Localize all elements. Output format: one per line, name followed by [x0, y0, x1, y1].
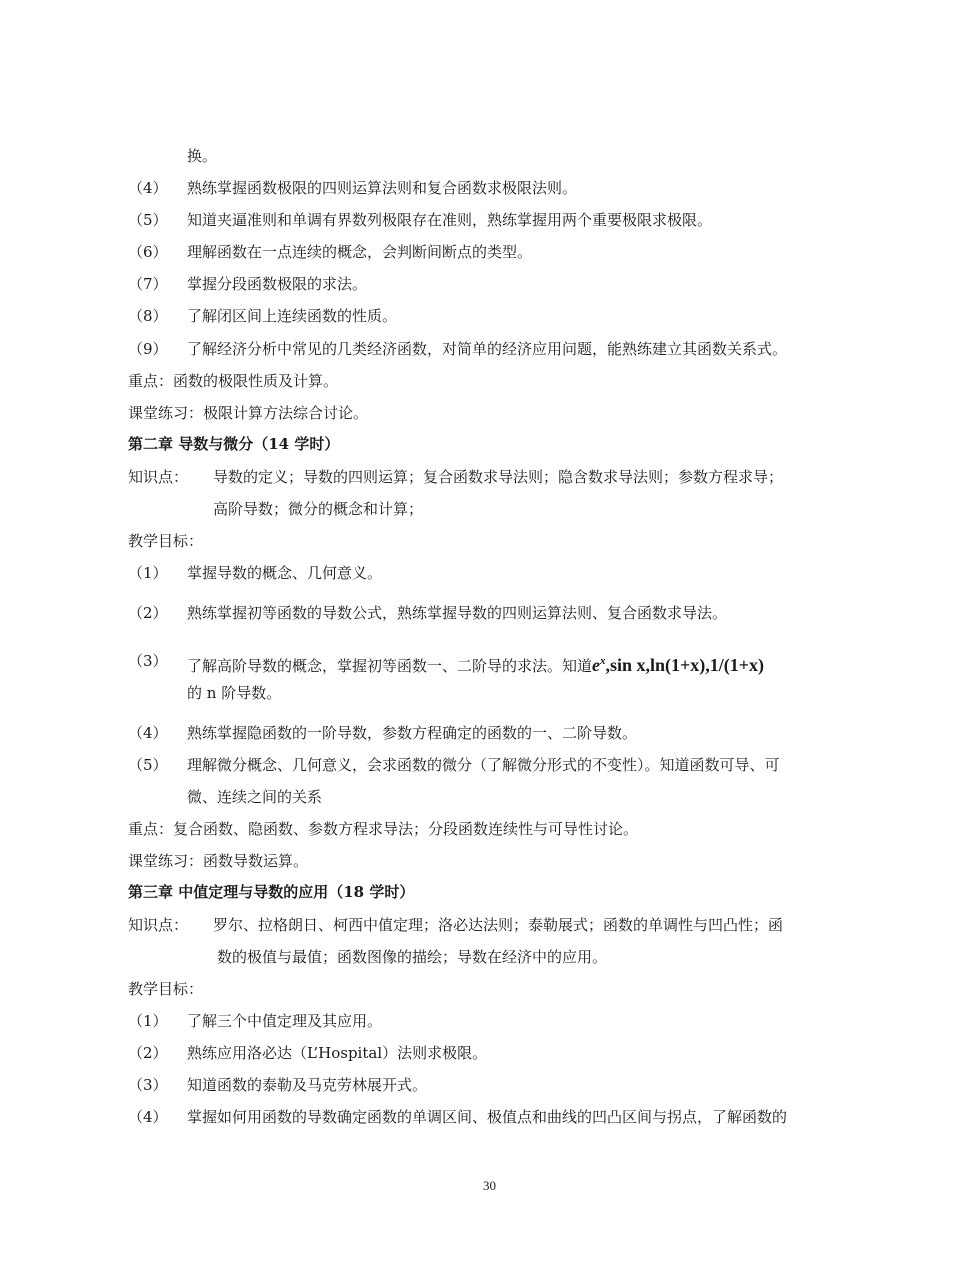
key-points: 重点：函数的极限性质及计算。	[128, 372, 339, 390]
key-points: 重点：复合函数、隐函数、参数方程求导法；分段函数连续性与可导性讨论。	[128, 820, 639, 838]
class-exercise: 课堂练习：极限计算方法综合讨论。	[128, 404, 369, 422]
knowledge-text: 高阶导数；微分的概念和计算；	[213, 500, 424, 518]
item-text: 熟练掌握初等函数的导数公式，熟练掌握导数的四则运算法则、复合函数求导法。	[187, 604, 728, 622]
item-text: 理解函数在一点连续的概念，会判断间断点的类型。	[187, 243, 533, 261]
item-number: （3）	[128, 652, 168, 670]
math-formula-rest: ,sin x,ln(1+x),1/(1+x)	[605, 655, 765, 675]
chapter-heading: 第二章 导数与微分（14 学时）	[128, 435, 340, 453]
knowledge-label: 知识点：	[128, 916, 189, 934]
item-number: （5）	[128, 756, 168, 774]
item-text: 了解三个中值定理及其应用。	[187, 1012, 383, 1030]
item-text: 掌握导数的概念、几何意义。	[187, 564, 383, 582]
item-number: （1）	[128, 1012, 168, 1030]
item-number: （4）	[128, 724, 168, 742]
item-number: （3）	[128, 1076, 168, 1094]
item-text: 微、连续之间的关系	[187, 788, 323, 806]
knowledge-label: 知识点：	[128, 468, 189, 486]
item-text: 知道夹逼准则和单调有界数列极限存在准则，熟练掌握用两个重要极限求极限。	[187, 211, 713, 229]
item-text-part: 了解高阶导数的概念，掌握初等函数一、二阶导的求法。知道	[187, 657, 593, 675]
item-text: 掌握如何用函数的导数确定函数的单调区间、极值点和曲线的凹凸区间与拐点，了解函数的	[187, 1108, 788, 1126]
class-exercise: 课堂练习：函数导数运算。	[128, 852, 309, 870]
page-number: 30	[483, 1178, 496, 1193]
item-text: 知道函数的泰勒及马克劳林展开式。	[187, 1076, 428, 1094]
item-number: （8）	[128, 307, 168, 325]
continued-text: 换。	[187, 147, 218, 165]
teaching-goal-label: 教学目标：	[128, 532, 204, 550]
item-number: （6）	[128, 243, 168, 261]
item-text: 了解闭区间上连续函数的性质。	[187, 307, 398, 325]
item-text: 掌握分段函数极限的求法。	[187, 275, 368, 293]
item-text: 熟练掌握函数极限的四则运算法则和复合函数求极限法则。	[187, 179, 578, 197]
teaching-goal-label: 教学目标：	[128, 980, 204, 998]
item-text: 了解经济分析中常见的几类经济函数，对简单的经济应用问题，能熟练建立其函数关系式。	[187, 340, 788, 358]
item-number: （4）	[128, 1108, 168, 1126]
item-number: （4）	[128, 179, 168, 197]
item-text: 理解微分概念、几何意义，会求函数的微分（了解微分形式的不变性）。知道函数可导、可	[187, 756, 780, 774]
knowledge-text: 罗尔、拉格朗日、柯西中值定理；洛必达法则；泰勒展式；函数的单调性与凹凸性；函	[213, 916, 784, 934]
math-formula: $e^x,\sin$ x,ln(1+x),1/(1+x)	[592, 655, 765, 675]
item-number: （5）	[128, 211, 168, 229]
item-number: （9）	[128, 340, 168, 358]
item-number: （2）	[128, 1044, 168, 1062]
item-text: 熟练应用洛必达（L’Hospital）法则求极限。	[187, 1044, 488, 1062]
chapter-heading: 第三章 中值定理与导数的应用（18 学时）	[128, 883, 415, 901]
item-text	[187, 651, 764, 676]
item-number: （7）	[128, 275, 168, 293]
knowledge-text: 导数的定义；导数的四则运算；复合函数求导法则；隐含数求导法则；参数方程求导；	[213, 468, 784, 486]
item-number: （1）	[128, 564, 168, 582]
item-text: 熟练掌握隐函数的一阶导数，参数方程确定的函数的一、二阶导数。	[187, 724, 638, 742]
item-number: （2）	[128, 604, 168, 622]
knowledge-text: 数的极值与最值；函数图像的描绘；导数在经济中的应用。	[217, 948, 608, 966]
item-text: 的 n 阶导数。	[187, 684, 282, 702]
